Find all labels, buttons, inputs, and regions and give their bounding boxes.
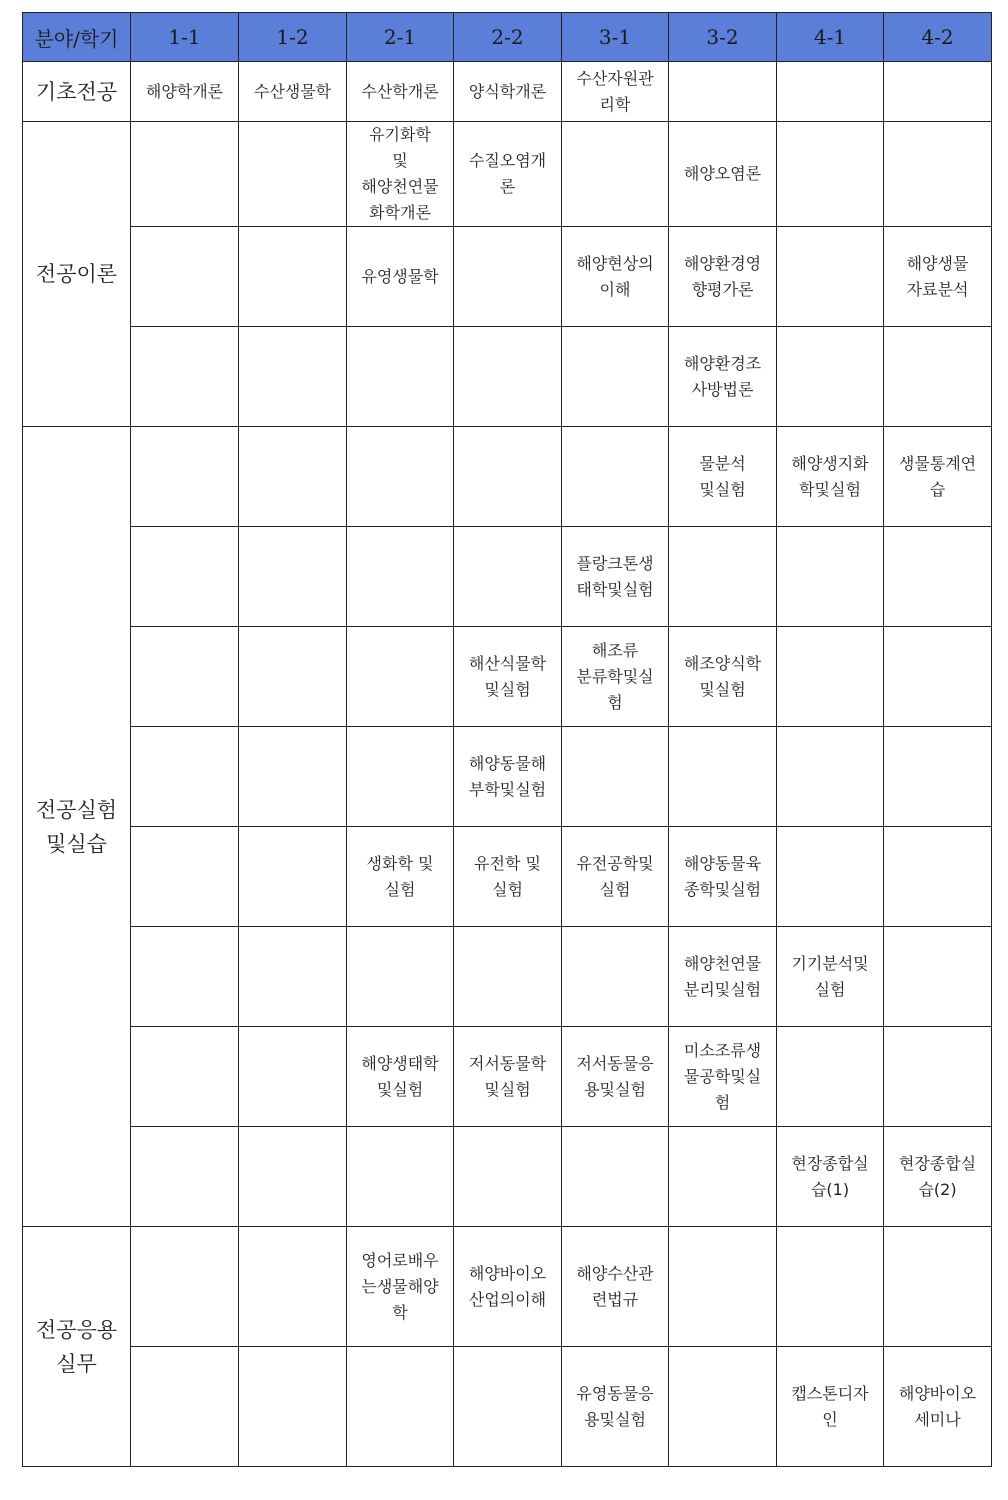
course-cell: 해양바이오 산업의이해 [454,1227,562,1347]
course-cell: 해양학개론 [131,62,239,122]
course-cell [562,122,669,227]
course-cell [777,227,884,327]
course-cell: 미소조류생 물공학및실 험 [669,1027,777,1127]
course-cell: 해산식물학 및실험 [454,627,562,727]
course-cell [239,327,347,427]
course-cell [239,1127,347,1227]
header-cell: 3-2 [669,13,777,62]
course-cell [777,527,884,627]
course-cell [454,527,562,627]
category-label: 전공이론 [23,122,131,427]
course-cell [131,927,239,1027]
course-cell: 수산생물학 [239,62,347,122]
course-cell [562,427,669,527]
course-cell [669,527,777,627]
course-cell: 플랑크톤생 태학및실험 [562,527,669,627]
course-cell: 캡스톤디자 인 [777,1347,884,1467]
table-row [23,927,992,1027]
course-cell [239,1227,347,1347]
course-cell [347,427,454,527]
header-cell: 3-1 [562,13,669,62]
table-row [23,1227,992,1347]
course-cell [884,327,992,427]
header-cell: 1-2 [239,13,347,62]
course-cell: 유영동물응 용및실험 [562,1347,669,1467]
course-cell [239,727,347,827]
course-cell [131,327,239,427]
course-cell: 양식학개론 [454,62,562,122]
course-cell: 해양동물육 종학및실험 [669,827,777,927]
table-row [23,627,992,727]
course-cell: 물분석 및실험 [669,427,777,527]
course-cell: 유기화학 및 해양천연물 화학개론 [347,122,454,227]
table-row [23,427,992,527]
course-cell [669,1127,777,1227]
course-cell [347,327,454,427]
course-cell [347,527,454,627]
course-cell [884,627,992,727]
course-cell [131,122,239,227]
course-cell: 해양바이오 세미나 [884,1347,992,1467]
table-row [23,327,992,427]
course-cell [884,1227,992,1347]
course-cell: 유영생물학 [347,227,454,327]
table-row [23,727,992,827]
course-cell [884,927,992,1027]
course-cell [562,327,669,427]
course-cell [239,1027,347,1127]
course-cell [239,227,347,327]
course-cell [239,627,347,727]
course-cell [131,1347,239,1467]
course-cell [669,727,777,827]
course-cell [131,1027,239,1127]
course-cell: 생화학 및 실험 [347,827,454,927]
course-cell: 수질오염개 론 [454,122,562,227]
course-cell: 저서동물응 용및실험 [562,1027,669,1127]
course-cell [884,727,992,827]
course-cell: 해양현상의 이해 [562,227,669,327]
course-cell [347,927,454,1027]
course-cell [884,62,992,122]
course-cell [454,1127,562,1227]
header-cell: 4-1 [777,13,884,62]
header-row [23,13,992,62]
header-cell: 2-1 [347,13,454,62]
course-cell: 유전공학및 실험 [562,827,669,927]
course-cell: 영어로배우 는생물해양 학 [347,1227,454,1347]
course-cell [777,627,884,727]
course-cell [131,1127,239,1227]
course-cell [239,527,347,627]
table-row [23,62,992,122]
course-cell [884,827,992,927]
course-cell: 해조류 분류학및실 험 [562,627,669,727]
course-cell [669,62,777,122]
course-cell [131,827,239,927]
course-cell: 현장종합실 습(2) [884,1127,992,1227]
course-cell [884,1027,992,1127]
course-cell [239,1347,347,1467]
course-cell [347,727,454,827]
course-cell: 수산자원관 리학 [562,62,669,122]
course-cell [777,122,884,227]
course-cell [562,727,669,827]
course-cell [347,1127,454,1227]
course-cell [777,62,884,122]
course-cell [454,327,562,427]
course-cell [777,327,884,427]
course-cell [131,227,239,327]
course-cell [669,1227,777,1347]
course-cell: 유전학 및 실험 [454,827,562,927]
course-cell [131,727,239,827]
category-label: 전공응용 실무 [23,1227,131,1467]
course-cell: 해양환경조 사방법론 [669,327,777,427]
course-cell [777,1227,884,1347]
course-cell: 생물통계연 습 [884,427,992,527]
table-row [23,527,992,627]
table-row [23,1347,992,1467]
course-cell [777,727,884,827]
course-cell [239,427,347,527]
course-cell [454,1347,562,1467]
course-cell [131,1227,239,1347]
course-cell [777,827,884,927]
course-cell [454,427,562,527]
course-cell: 저서동물학 및실험 [454,1027,562,1127]
header-cell: 1-1 [131,13,239,62]
course-cell [562,1127,669,1227]
course-cell [454,227,562,327]
course-cell: 해조양식학 및실험 [669,627,777,727]
category-label: 전공실험 및실습 [23,427,131,1227]
header-cell: 2-2 [454,13,562,62]
course-cell: 기기분석및 실험 [777,927,884,1027]
course-cell [131,627,239,727]
course-cell [131,427,239,527]
course-cell [239,122,347,227]
table-row [23,1027,992,1127]
course-cell [777,1027,884,1127]
course-cell: 해양생태학 및실험 [347,1027,454,1127]
table-row [23,827,992,927]
course-cell [239,827,347,927]
course-cell [562,927,669,1027]
category-label: 기초전공 [23,62,131,122]
course-cell [884,527,992,627]
course-cell: 해양동물해 부학및실험 [454,727,562,827]
course-cell [347,627,454,727]
table-row [23,1127,992,1227]
course-cell [239,927,347,1027]
course-cell [347,1347,454,1467]
course-cell: 현장종합실 습(1) [777,1127,884,1227]
course-cell: 해양환경영 향평가론 [669,227,777,327]
course-cell: 해양수산관 련법규 [562,1227,669,1347]
course-cell: 해양생지화 학및실험 [777,427,884,527]
course-cell [884,122,992,227]
course-cell [131,527,239,627]
curriculum-table [22,12,992,1467]
header-cell: 분야/학기 [23,13,131,62]
table-row [23,122,992,227]
course-cell: 해양천연물 분리및실험 [669,927,777,1027]
course-cell [669,1347,777,1467]
table-row [23,227,992,327]
course-cell: 해양오염론 [669,122,777,227]
course-cell: 수산학개론 [347,62,454,122]
course-cell [454,927,562,1027]
header-cell: 4-2 [884,13,992,62]
course-cell: 해양생물 자료분석 [884,227,992,327]
